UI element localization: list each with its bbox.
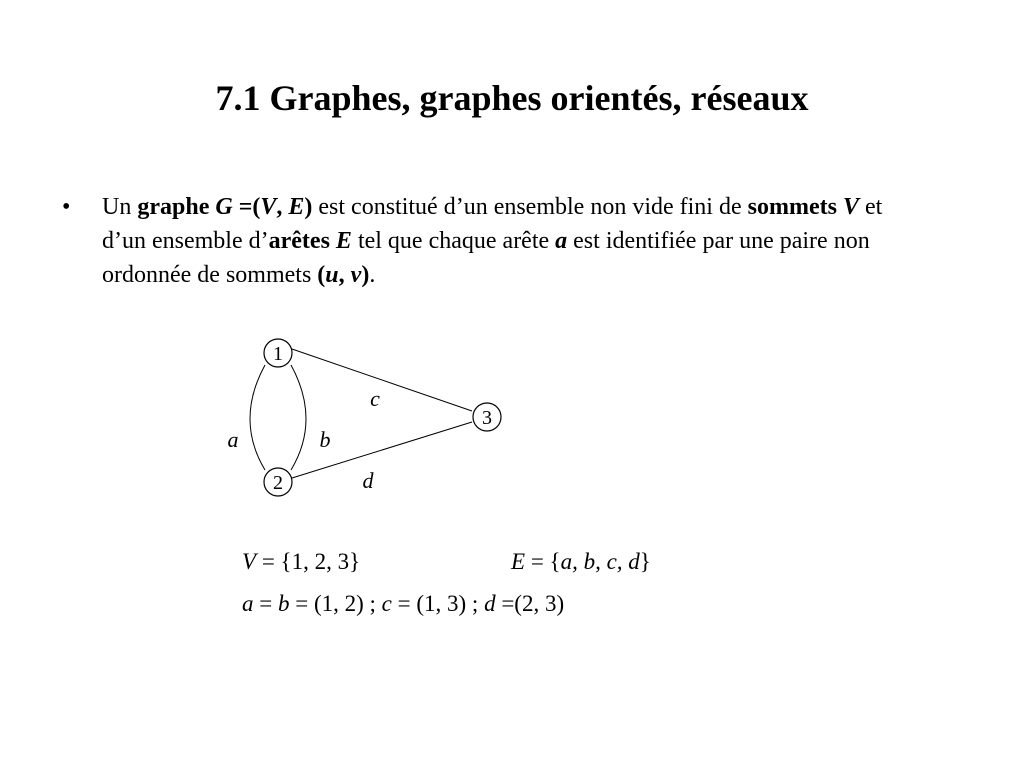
text-run: = {1, 2, 3} (256, 549, 361, 574)
text-run: , (338, 262, 351, 288)
text-run: = (253, 591, 278, 616)
edge-set-formula (511, 548, 651, 576)
symbol-c: c (381, 591, 392, 616)
symbol-E: E (511, 549, 526, 574)
text-run: . (369, 262, 376, 288)
symbol-E: E (288, 194, 305, 220)
text-run: est constitué d’un ensemble non vide fini de (312, 194, 748, 220)
symbol-E: E (335, 228, 352, 254)
edge-b (291, 365, 306, 470)
edge-a-label: a (227, 427, 239, 452)
text-run: = (1, 3) ; (391, 591, 485, 616)
symbol-v: v (350, 262, 362, 288)
edge-c-label: c (370, 386, 380, 411)
term-graphe: graphe (137, 194, 210, 220)
text-run: =( (232, 194, 261, 220)
text-run: est identifiée par une paire non ordonnée de sommets (102, 228, 870, 288)
symbol-V: V (260, 194, 277, 220)
symbol-V: V (242, 549, 257, 574)
text-run: tel que chaque arête (351, 228, 556, 254)
text-run: Un (102, 194, 138, 220)
edge-list: a, b, c, d (560, 549, 640, 574)
text-run: = { (525, 549, 561, 574)
text-run: } (639, 549, 651, 574)
symbol-u: u (325, 262, 339, 288)
text-run: =(2, 3) (495, 591, 565, 616)
node-2-label: 2 (273, 472, 283, 494)
symbol-a: a (555, 228, 568, 254)
text-run: , (276, 194, 289, 220)
text-run: ) (361, 262, 370, 288)
text-run: ( (317, 262, 326, 288)
edge-c (292, 349, 472, 411)
bullet-marker: • (62, 194, 71, 220)
text-run: ) (304, 194, 313, 220)
symbol-a: a (242, 591, 254, 616)
text-run: et d’un ensemble d’ (102, 194, 883, 254)
symbol-V: V (842, 194, 859, 220)
symbol-G: G (215, 194, 233, 220)
symbol-b: b (277, 591, 290, 616)
vertex-set-formula (242, 548, 360, 576)
edge-b-label: b (319, 427, 331, 452)
edge-d-label: d (362, 468, 374, 493)
node-3-label: 3 (482, 407, 492, 429)
edge-definitions-formula (242, 590, 564, 618)
slide-title: 7.1 Graphes, graphes orientés, réseaux (215, 78, 809, 118)
text-run: = (1, 2) ; (289, 591, 382, 616)
symbol-d: d (484, 591, 496, 616)
term-aretes: arêtes (268, 228, 330, 254)
edge-a (250, 365, 265, 470)
node-1-label: 1 (273, 343, 283, 365)
term-sommets: sommets (747, 194, 837, 220)
